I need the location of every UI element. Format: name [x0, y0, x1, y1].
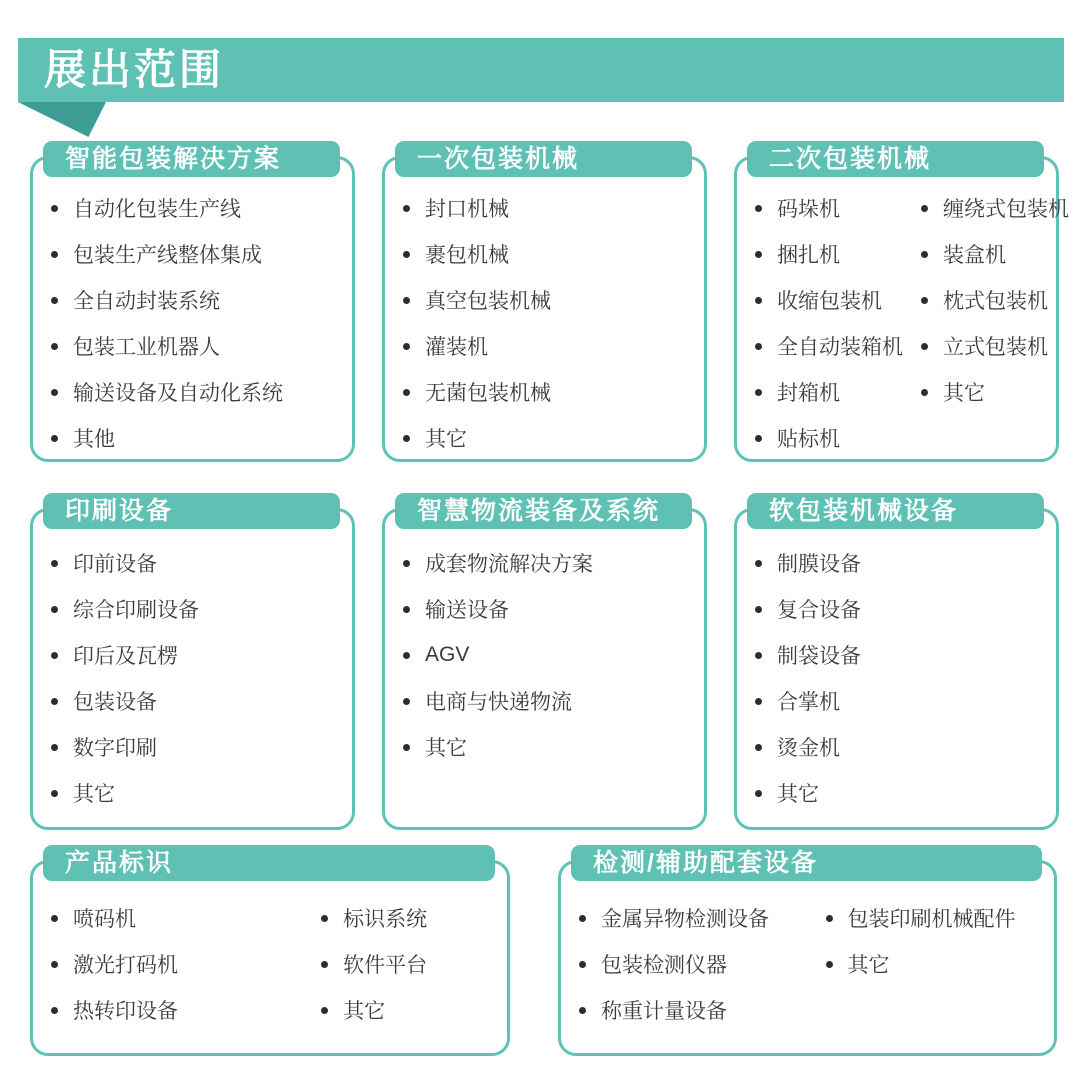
bullet-icon: [579, 915, 586, 922]
list-item-label: 包装设备: [73, 691, 157, 714]
list-item-label: 全自动装箱机: [777, 336, 903, 359]
list-item-label: 裹包机械: [425, 244, 509, 267]
item-list-right: [808, 881, 1055, 1033]
list-item-label: 码垛机: [777, 198, 840, 221]
list-item: [755, 323, 903, 369]
list-item: [755, 369, 903, 415]
list-item-label: 其它: [73, 783, 115, 806]
bullet-icon: [51, 205, 58, 212]
list-item-label: 缠绕式包装机: [943, 198, 1069, 221]
list-item: [51, 632, 352, 678]
list-item-label: 包装检测仪器: [601, 954, 727, 977]
list-item-label: 成套物流解决方案: [425, 553, 593, 576]
list-item-label: 热转印设备: [73, 1000, 178, 1023]
cards-row-2: [30, 497, 1059, 830]
list-item-label: 称重计量设备: [601, 1000, 727, 1023]
list-item-label: 输送设备: [425, 599, 509, 622]
list-item-label: 全自动封装系统: [73, 290, 220, 313]
list-item: [51, 415, 352, 461]
card-printing-equipment: [30, 497, 355, 830]
list-item: [51, 895, 303, 941]
bullet-icon: [321, 961, 328, 968]
list-item-label: 烫金机: [777, 737, 840, 760]
item-list: [33, 177, 352, 461]
list-item: [755, 231, 903, 277]
list-item-label: 激光打码机: [73, 954, 178, 977]
bullet-icon: [51, 389, 58, 396]
bullet-icon: [403, 652, 410, 659]
bullet-icon: [51, 1007, 58, 1014]
bullet-icon: [755, 205, 762, 212]
card-title: 软包装机械设备: [747, 493, 1044, 529]
bullet-icon: [826, 915, 833, 922]
card-smart-packaging-solutions: [30, 145, 355, 462]
bullet-icon: [403, 560, 410, 567]
card-title: 二次包装机械: [747, 141, 1044, 177]
card-title: 智慧物流装备及系统: [395, 493, 692, 529]
bullet-icon: [403, 251, 410, 258]
list-item-label: 枕式包装机: [943, 290, 1048, 313]
list-item-label: 装盒机: [943, 244, 1006, 267]
bullet-icon: [755, 389, 762, 396]
list-item: [755, 185, 903, 231]
card-title: 一次包装机械: [395, 141, 692, 177]
bullet-icon: [403, 205, 410, 212]
list-item: [755, 540, 1056, 586]
item-list-left: [737, 177, 903, 461]
bullet-icon: [403, 744, 410, 751]
two-column-list: [33, 881, 507, 1033]
list-item-label: 印后及瓦楞: [73, 645, 178, 668]
list-item-label: 其它: [425, 428, 467, 451]
item-list-left: [33, 881, 303, 1033]
list-item: [403, 231, 704, 277]
list-item: [755, 770, 1056, 816]
list-item: [51, 323, 352, 369]
list-item: [403, 277, 704, 323]
list-item: [403, 632, 704, 678]
bullet-icon: [921, 205, 928, 212]
list-item-label: 喷码机: [73, 908, 136, 931]
list-item: [755, 632, 1056, 678]
bullet-icon: [755, 790, 762, 797]
card-title: 智能包装解决方案: [43, 141, 340, 177]
list-item-label: 其它: [343, 1000, 386, 1023]
list-item-label: 综合印刷设备: [73, 599, 199, 622]
item-list-left: [561, 881, 808, 1033]
list-item-label: 灌装机: [425, 336, 488, 359]
list-item: [826, 941, 1055, 987]
list-item: [403, 724, 704, 770]
bullet-icon: [403, 297, 410, 304]
bullet-icon: [755, 560, 762, 567]
list-item-label: 制膜设备: [777, 553, 861, 576]
list-item: [403, 323, 704, 369]
list-item-label: 复合设备: [777, 599, 861, 622]
banner-ribbon: [18, 38, 1064, 102]
list-item-label: 电商与快递物流: [425, 691, 572, 714]
list-item: [403, 415, 704, 461]
list-item: [403, 369, 704, 415]
list-item-label: 其它: [943, 382, 985, 405]
list-item-label: 软件平台: [343, 954, 428, 977]
list-item-label: 无菌包装机械: [425, 382, 551, 405]
list-item-label: 封箱机: [777, 382, 840, 405]
bullet-icon: [403, 389, 410, 396]
bullet-icon: [403, 435, 410, 442]
bullet-icon: [755, 251, 762, 258]
bullet-icon: [51, 915, 58, 922]
list-item: [403, 678, 704, 724]
bullet-icon: [51, 343, 58, 350]
bullet-icon: [51, 251, 58, 258]
bullet-icon: [579, 1007, 586, 1014]
list-item: [921, 323, 1069, 369]
bullet-icon: [921, 389, 928, 396]
list-item-label: 自动化包装生产线: [73, 198, 241, 221]
list-item: [921, 277, 1069, 323]
list-item-label: 其它: [777, 783, 819, 806]
bullet-icon: [51, 698, 58, 705]
list-item: [51, 987, 303, 1033]
bullet-icon: [51, 435, 58, 442]
list-item-label: 包装生产线整体集成: [73, 244, 262, 267]
item-list: [385, 529, 704, 770]
bullet-icon: [921, 297, 928, 304]
list-item: [403, 586, 704, 632]
list-item: [579, 895, 808, 941]
list-item: [51, 770, 352, 816]
card-title: 检测/辅助配套设备: [571, 845, 1042, 881]
bullet-icon: [755, 297, 762, 304]
list-item-label: 其他: [73, 428, 115, 451]
cards-row-1: [30, 145, 1069, 462]
list-item-label: 其它: [847, 954, 890, 977]
list-item: [321, 987, 507, 1033]
bullet-icon: [755, 435, 762, 442]
list-item: [921, 185, 1069, 231]
list-item: [921, 369, 1069, 415]
list-item: [51, 678, 352, 724]
bullet-icon: [321, 1007, 328, 1014]
list-item: [51, 369, 352, 415]
item-list-right: [303, 881, 507, 1033]
cards-row-3: [30, 849, 1057, 1056]
two-column-list: [561, 881, 1054, 1033]
bullet-icon: [403, 343, 410, 350]
bullet-icon: [755, 698, 762, 705]
list-item: [51, 185, 352, 231]
item-list: [385, 177, 704, 461]
list-item: [755, 724, 1056, 770]
banner-fold-triangle: [18, 102, 106, 137]
bullet-icon: [755, 744, 762, 751]
bullet-icon: [51, 652, 58, 659]
item-list-right: [903, 177, 1069, 461]
list-item-label: 包装印刷机械配件: [847, 908, 1016, 931]
list-item: [321, 895, 507, 941]
bullet-icon: [921, 343, 928, 350]
list-item: [755, 415, 903, 461]
list-item: [755, 586, 1056, 632]
bullet-icon: [579, 961, 586, 968]
card-title: 印刷设备: [43, 493, 340, 529]
list-item-label: 合掌机: [777, 691, 840, 714]
bullet-icon: [51, 297, 58, 304]
bullet-icon: [51, 606, 58, 613]
card-smart-logistics: [382, 497, 707, 830]
list-item: [51, 941, 303, 987]
bullet-icon: [51, 961, 58, 968]
list-item-label: 金属异物检测设备: [601, 908, 769, 931]
list-item-label: 数字印刷: [73, 737, 157, 760]
bullet-icon: [755, 652, 762, 659]
page-title: 展出范围: [44, 46, 225, 93]
list-item: [403, 185, 704, 231]
list-item-label: 封口机械: [425, 198, 509, 221]
card-primary-packaging-machinery: [382, 145, 707, 462]
list-item: [51, 231, 352, 277]
card-flexible-packaging-machinery: [734, 497, 1059, 830]
card-inspection-auxiliary: [558, 849, 1057, 1056]
list-item: [826, 895, 1055, 941]
list-item-label: 包装工业机器人: [73, 336, 220, 359]
bullet-icon: [403, 698, 410, 705]
list-item: [51, 724, 352, 770]
bullet-icon: [921, 251, 928, 258]
list-item: [51, 540, 352, 586]
list-item: [921, 231, 1069, 277]
bullet-icon: [321, 915, 328, 922]
card-title: 产品标识: [43, 845, 495, 881]
list-item-label: 印前设备: [73, 553, 157, 576]
bullet-icon: [51, 790, 58, 797]
list-item: [51, 277, 352, 323]
list-item-label: 标识系统: [343, 908, 428, 931]
list-item-label: 制袋设备: [777, 645, 861, 668]
bullet-icon: [51, 744, 58, 751]
bullet-icon: [755, 343, 762, 350]
list-item: [321, 941, 507, 987]
list-item: [579, 941, 808, 987]
list-item-label: 真空包装机械: [425, 290, 551, 313]
list-item-label: 其它: [425, 737, 467, 760]
bullet-icon: [826, 961, 833, 968]
list-item: [403, 540, 704, 586]
list-item: [755, 277, 903, 323]
card-secondary-packaging-machinery: [734, 145, 1069, 462]
list-item: [51, 586, 352, 632]
list-item-label: 输送设备及自动化系统: [73, 382, 283, 405]
list-item-label: 收缩包装机: [777, 290, 882, 313]
item-list: [33, 529, 352, 816]
bullet-icon: [403, 606, 410, 613]
list-item: [579, 987, 808, 1033]
list-item-label: 捆扎机: [777, 244, 840, 267]
list-item-label: 贴标机: [777, 428, 840, 451]
list-item-label: AGV: [425, 643, 470, 666]
list-item-label: 立式包装机: [943, 336, 1048, 359]
card-product-marking: [30, 849, 510, 1056]
two-column-list: [737, 177, 1069, 461]
list-item: [755, 678, 1056, 724]
bullet-icon: [755, 606, 762, 613]
item-list: [737, 529, 1056, 816]
bullet-icon: [51, 560, 58, 567]
